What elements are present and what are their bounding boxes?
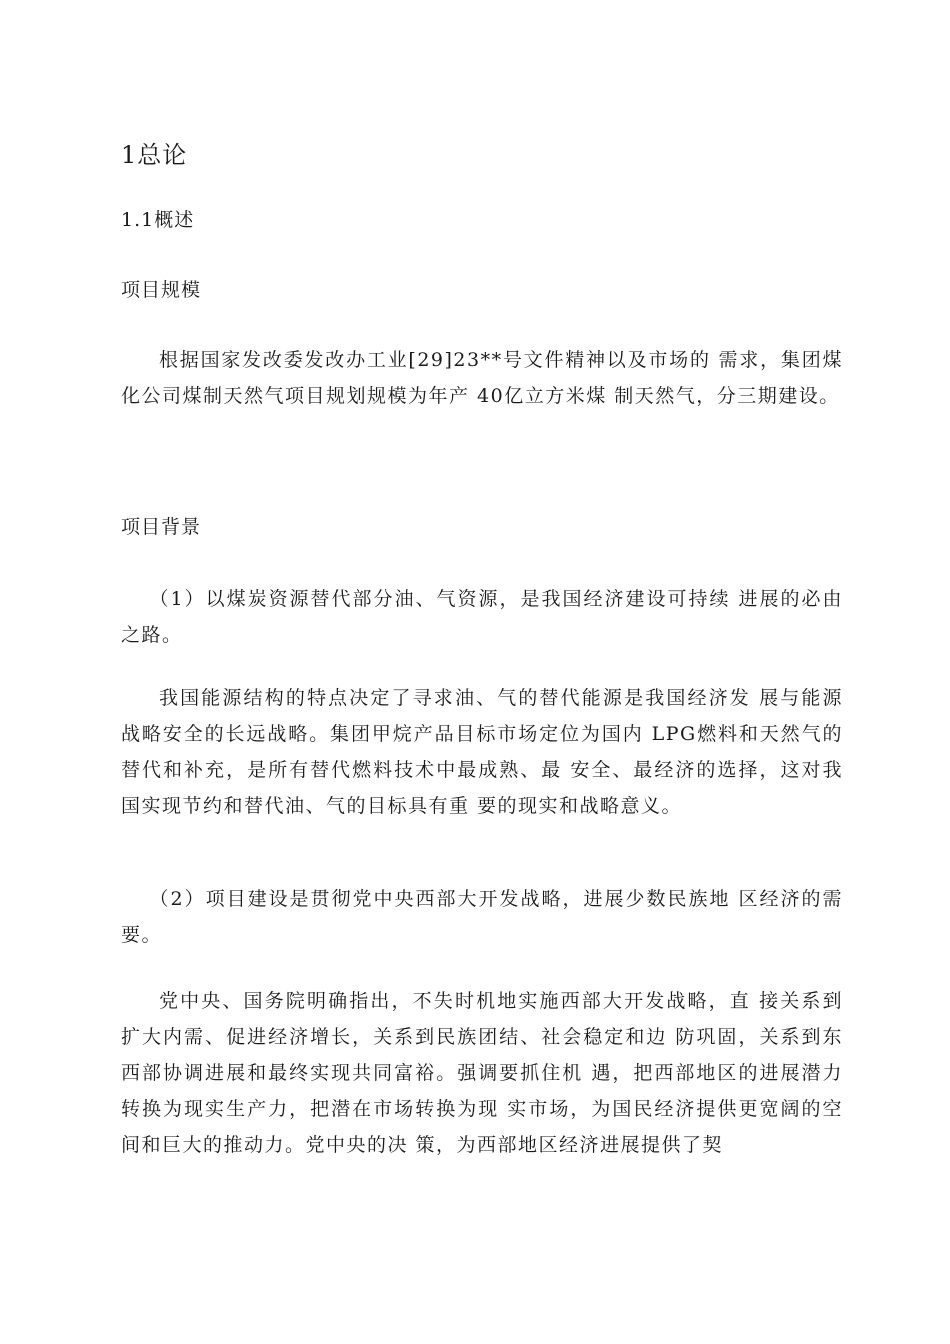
paragraph-project-scale: 根据国家发改委发改办工业[29]23**号文件精神以及市场的 需求，集团煤化公司煤制天然气项目规划规模为年产 40亿立方米煤 制天然气，分三期建设。 [121,349,843,407]
paragraph-central-policy: 党中央、国务院明确指出，不失时机地实施西部大开发战略，直 接关系到扩大内需、促进经济增长，关系到民族团结、社会稳定和边 防巩固，关系到东西部协调进展和最终实现共同富裕。强调要抓住机 遇，把西部地区的进展潜力转换为现实生产力，把潜在市场转换为现 实市场，为国民经济提供更宽阔的空间和巨大的推动力。党中央的决 策，为西部地区经济进展提供了契 [121,990,843,1156]
section-title: 1.1概述 [121,209,195,231]
chapter-title: 1总论 [121,141,188,169]
subheading-project-scale: 项目规模 [121,279,202,301]
paragraph-energy-strategy: 我国能源结构的特点决定了寻求油、气的替代能源是我国经济发 展与能源战略安全的长远战略。集团甲烷产品目标市场定位为国内 LPG燃料和天然气的替代和补充，是所有替代燃料技术中最成熟、最 安全、最经济的选择，这对我国实现节约和替代油、气的目标具有重 要的现实和战略意义。 [121,687,843,817]
subheading-project-background: 项目背景 [121,516,202,538]
paragraph-point-1: （1）以煤炭资源替代部分油、气资源，是我国经济建设可持续 进展的必由之路。 [121,588,843,646]
paragraph-point-2: （2）项目建设是贯彻党中央西部大开发战略，进展少数民族地 区经济的需要。 [121,888,843,946]
